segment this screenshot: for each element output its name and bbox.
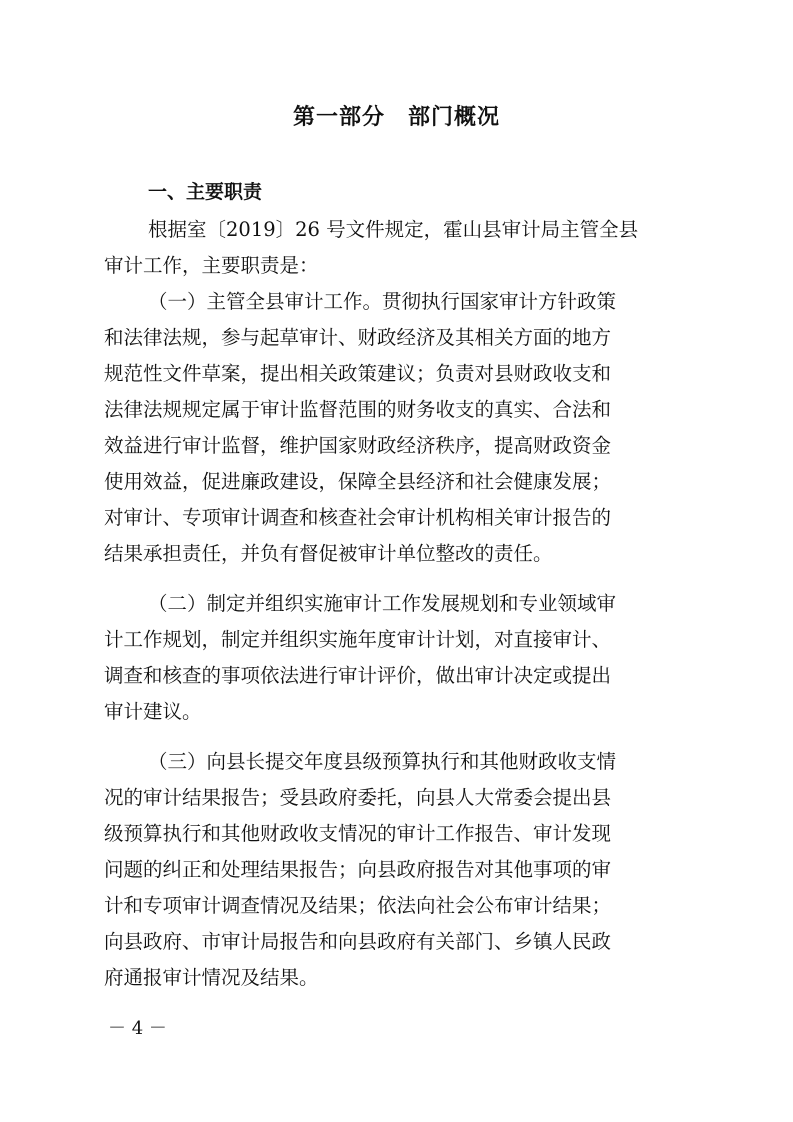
body-line: （一）主管全县审计工作。贯彻执行国家审计方针政策 bbox=[148, 290, 617, 313]
body-line: 法律法规规定属于审计监督范围的财务收支的真实、合法和 bbox=[104, 398, 612, 421]
page-title: 第一部分 部门概况 bbox=[292, 105, 500, 130]
body-line: （二）制定并组织实施审计工作发展规划和专业领域审 bbox=[148, 592, 617, 615]
section-heading: 一、主要职责 bbox=[148, 181, 263, 203]
body-line: 审计建议。 bbox=[104, 700, 202, 723]
body-line: 调查和核查的事项依法进行审计评价，做出审计决定或提出 bbox=[104, 664, 612, 687]
body-line: 使用效益，促进廉政建设，保障全县经济和社会健康发展； bbox=[104, 470, 612, 493]
body-line: 结果承担责任，并负有督促被审计单位整改的责任。 bbox=[104, 542, 553, 565]
body-line: 向县政府、市审计局报告和向县政府有关部门、乡镇人民政 bbox=[104, 930, 612, 953]
body-line: 况的审计结果报告；受县政府委托，向县人大常委会提出县 bbox=[104, 786, 612, 809]
body-line: 和法律法规，参与起草审计、财政经济及其相关方面的地方 bbox=[104, 326, 612, 349]
body-line: 计工作规划，制定并组织实施年度审计计划，对直接审计、 bbox=[104, 628, 612, 651]
body-line: 问题的纠正和处理结果报告；向县政府报告对其他事项的审 bbox=[104, 858, 612, 881]
body-line: 对审计、专项审计调查和核查社会审计机构相关审计报告的 bbox=[104, 506, 612, 529]
body-line: 府通报审计情况及结果。 bbox=[104, 966, 319, 989]
body-line: 根据室〔2019〕26 号文件规定，霍山县审计局主管全县 bbox=[148, 218, 639, 241]
body-text bbox=[104, 212, 694, 996]
body-line: 效益进行审计监督，维护国家财政经济秩序，提高财政资金 bbox=[104, 434, 612, 457]
page-number: － 4 － bbox=[108, 1018, 167, 1039]
body-line: 计和专项审计调查情况及结果；依法向社会公布审计结果； bbox=[104, 894, 612, 917]
body-line: 级预算执行和其他财政收支情况的审计工作报告、审计发现 bbox=[104, 822, 612, 845]
body-line: 规范性文件草案，提出相关政策建议；负责对县财政收支和 bbox=[104, 362, 612, 385]
body-line: 审计工作，主要职责是： bbox=[104, 254, 319, 277]
body-line: （三）向县长提交年度县级预算执行和其他财政收支情 bbox=[148, 750, 617, 773]
